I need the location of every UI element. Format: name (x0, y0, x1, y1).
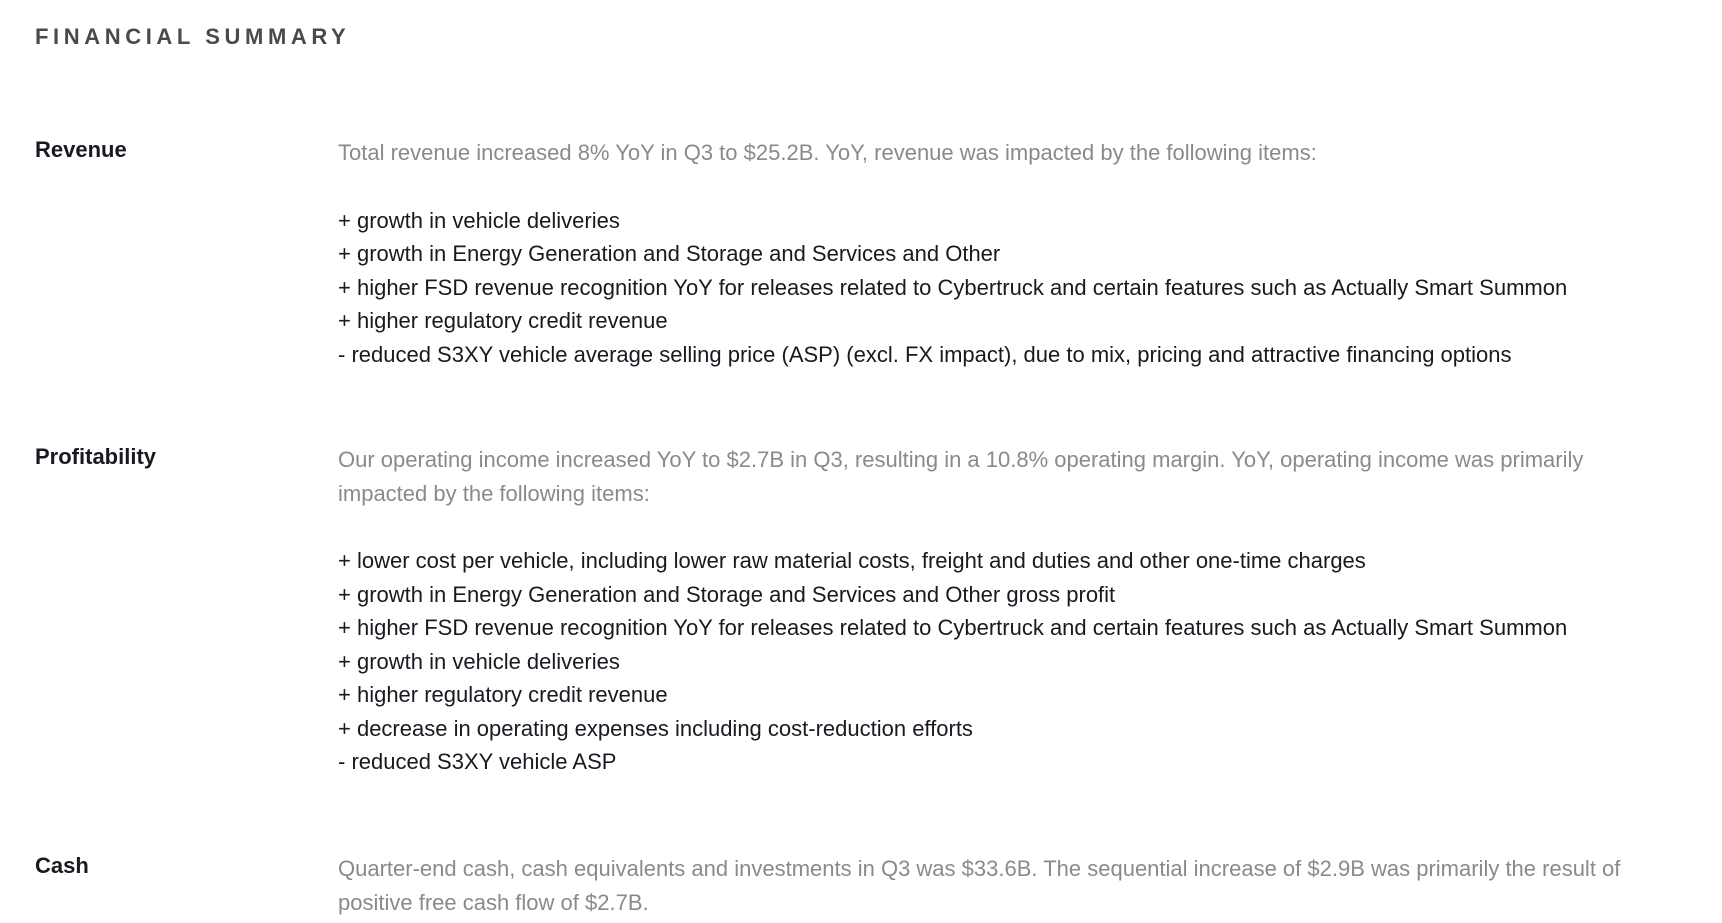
list-item: + growth in Energy Generation and Storage and Services and Other gross profit (338, 581, 1116, 607)
page-title: FINANCIAL SUMMARY (35, 24, 351, 49)
section-label-cash: Cash (35, 853, 89, 878)
profitability-summary: Our operating income increased YoY to $2.7B in Q3, resulting in a 10.8% operating margin. YoY, operating income was primarily impacted by the following items: (338, 447, 1584, 506)
profitability-items (338, 544, 1678, 779)
cash-summary: Quarter-end cash, cash equivalents and investments in Q3 was $33.6B. The sequential increase of $2.9B was primarily the result of positive free cash flow of $2.7B. (338, 856, 1621, 915)
list-item: - reduced S3XY vehicle ASP (338, 749, 617, 774)
list-item: + higher regulatory credit revenue (338, 308, 668, 333)
section-label-profitability: Profitability (35, 444, 157, 469)
list-item: + higher FSD revenue recognition YoY for releases related to Cybertruck and certain features such as Actually Smart Summon (338, 274, 1568, 300)
revenue-items (338, 204, 1678, 372)
list-item: + higher FSD revenue recognition YoY for releases related to Cybertruck and certain features such as Actually Smart Summon (338, 615, 1568, 640)
revenue-body (338, 136, 1678, 371)
list-item: + growth in vehicle deliveries (338, 207, 620, 233)
list-item: + lower cost per vehicle, including lower raw material costs, freight and duties and other one-time charges (338, 548, 1366, 573)
list-item: + growth in Energy Generation and Storage and Services and Other (338, 241, 1001, 266)
profitability-body (338, 443, 1678, 779)
cash-body (338, 852, 1678, 919)
list-item: + decrease in operating expenses including cost-reduction efforts (338, 715, 973, 741)
section-label-revenue: Revenue (35, 137, 127, 162)
revenue-summary: Total revenue increased 8% YoY in Q3 to $25.2B. YoY, revenue was impacted by the following items: (338, 140, 1317, 165)
list-item: - reduced S3XY vehicle average selling price (ASP) (excl. FX impact), due to mix, pricing and attractive financing options (338, 341, 1512, 367)
list-item: + growth in vehicle deliveries (338, 648, 620, 674)
list-item: + higher regulatory credit revenue (338, 682, 668, 707)
